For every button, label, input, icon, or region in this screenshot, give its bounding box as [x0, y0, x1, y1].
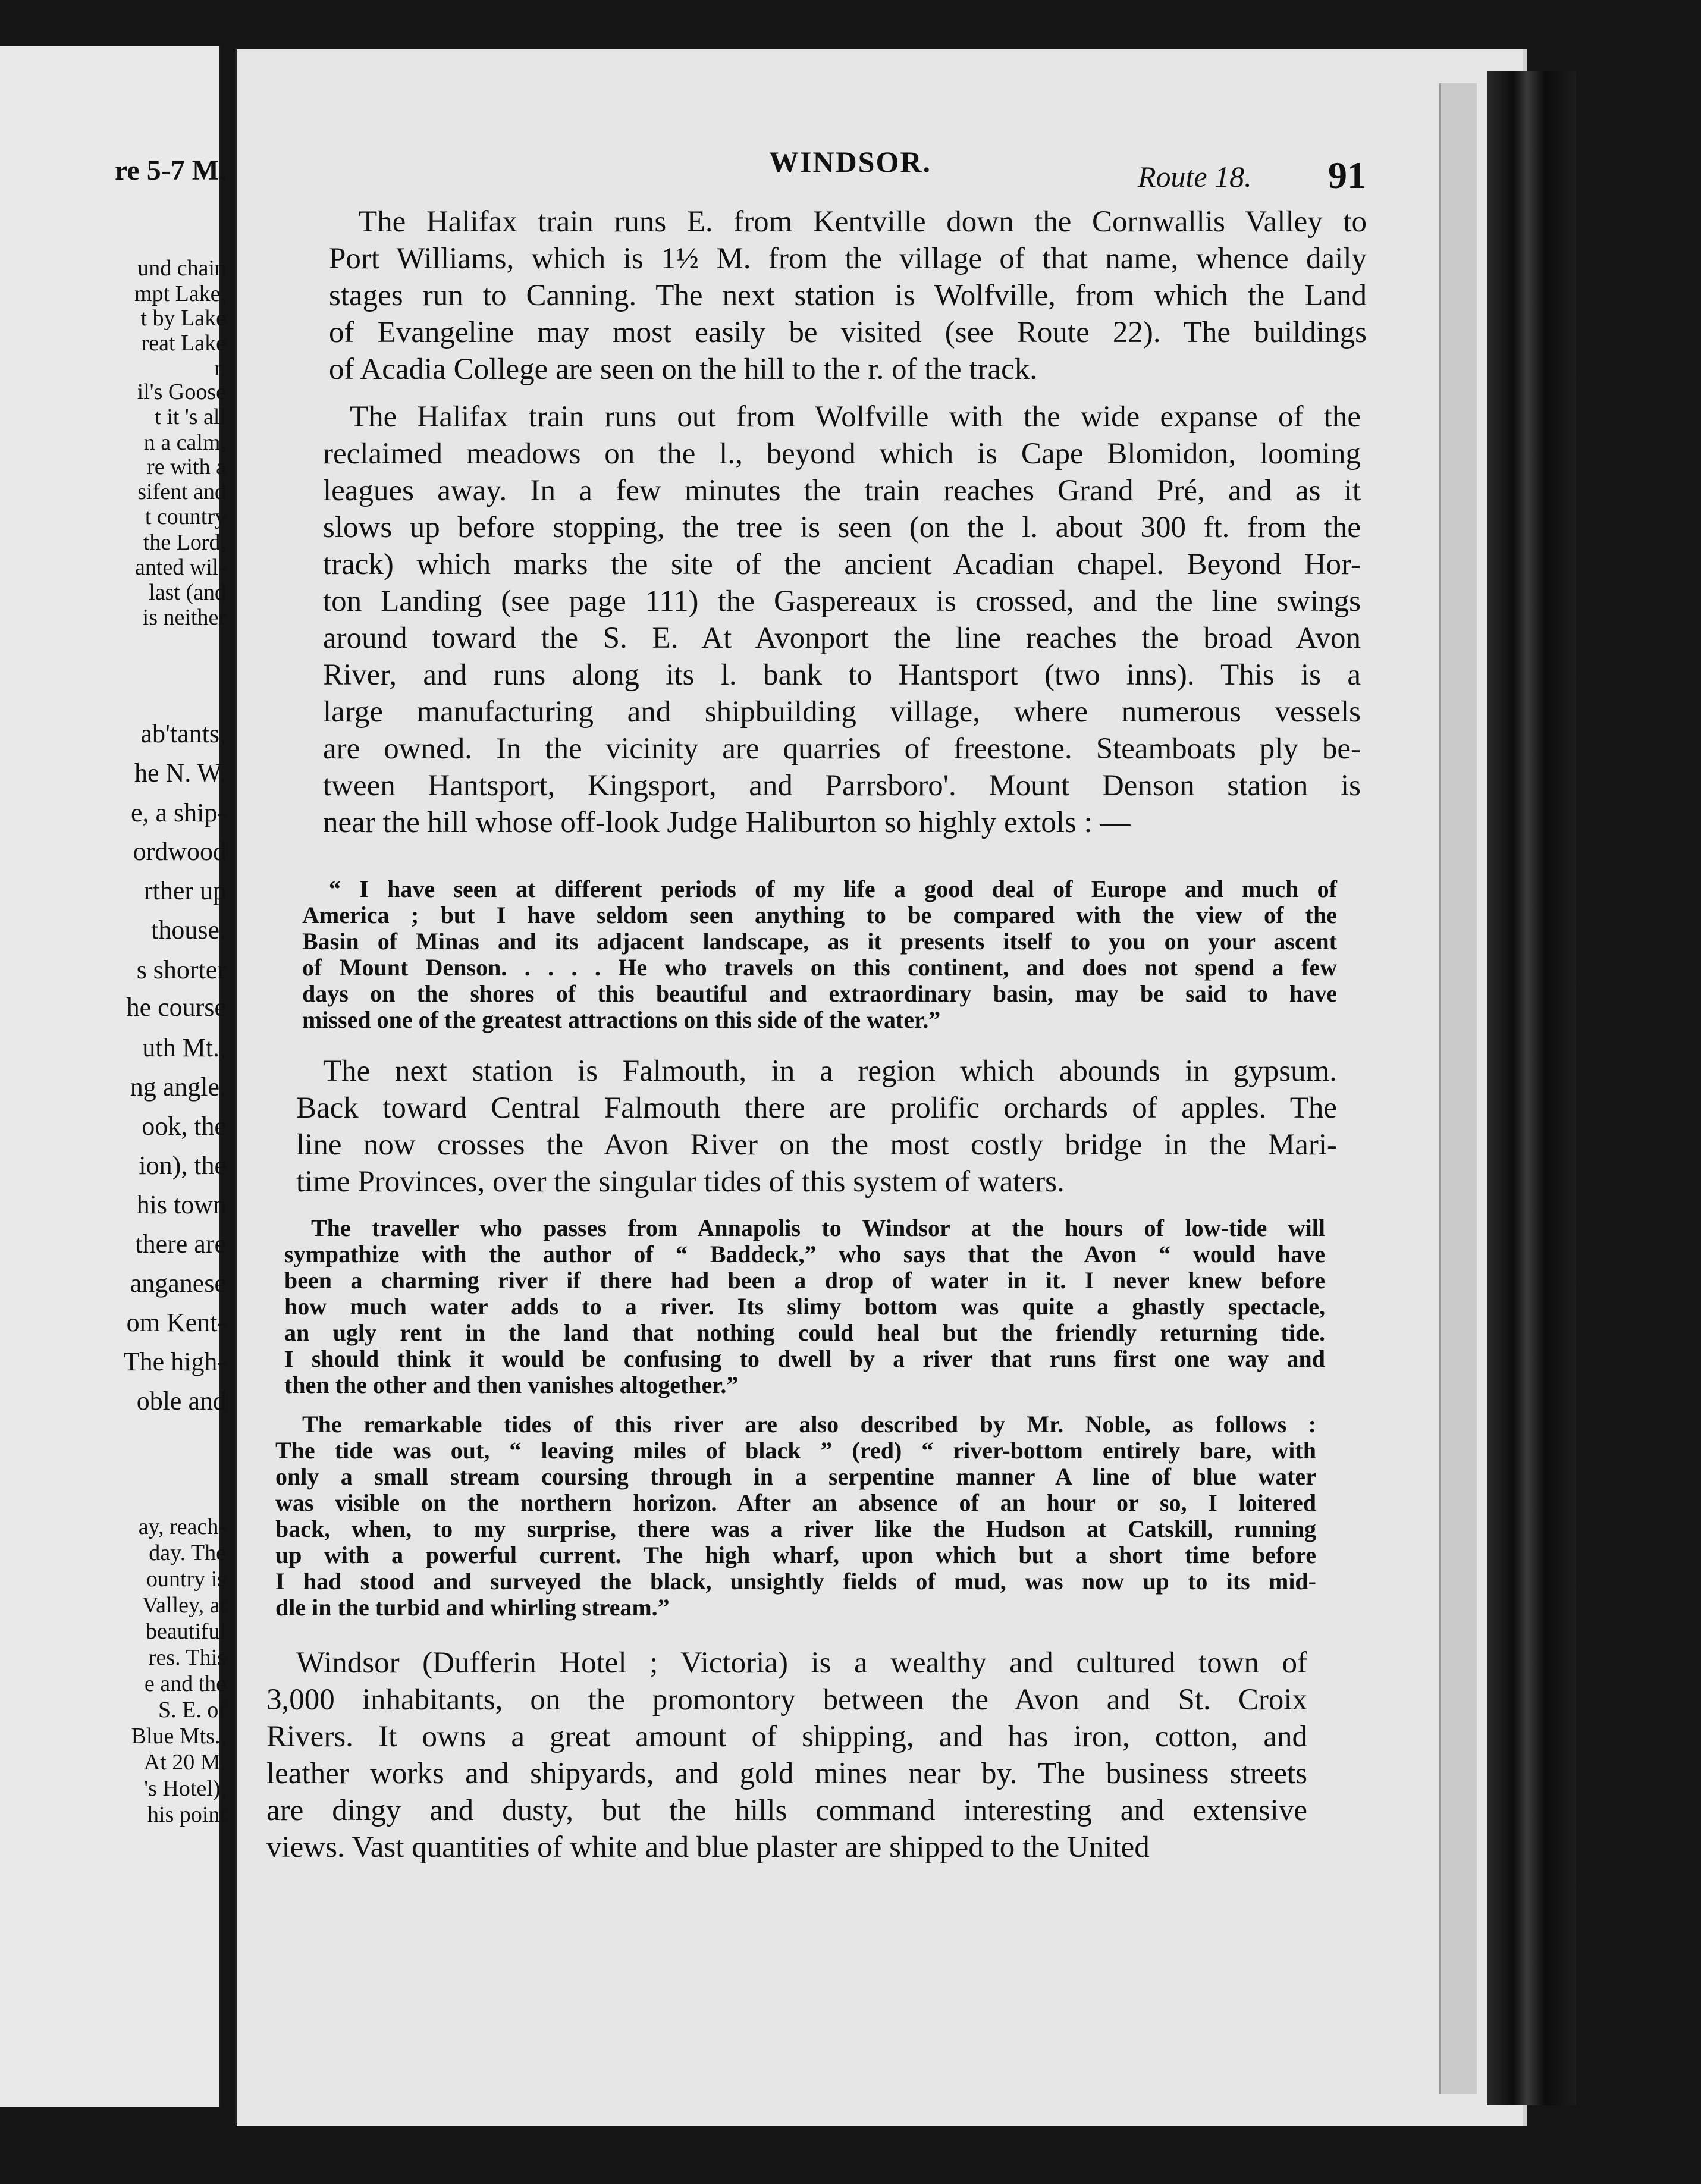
- para2-line: River, and runs along its l. bank to Hantsport (two inns). This is a: [323, 658, 1361, 692]
- para3-line: The next station is Falmouth, in a region which abounds in gypsum.: [323, 1055, 1337, 1088]
- para1-line: of Acadia College are seen on the hill to the r. of the track.: [329, 353, 1038, 386]
- previous-page-line: sifent and: [137, 479, 226, 504]
- para2-line: tween Hantsport, Kingsport, and Parrsboro'. Mount Denson station is: [323, 769, 1361, 802]
- previous-page-line: 's Hotel),: [144, 1776, 226, 1801]
- para2-line: large manufacturing and shipbuilding village, where numerous vessels: [323, 695, 1361, 729]
- previous-page-line: reat Lake: [141, 331, 226, 356]
- page-number: 91: [1328, 154, 1366, 196]
- quote3-line: back, when, to my surprise, there was a river like the Hudson at Catskill, running: [275, 1515, 1316, 1542]
- previous-page-line: Blue Mts.,: [131, 1724, 226, 1749]
- quote1-line: of Mount Denson. . . . . He who travels on this continent, and does not spend a few: [302, 954, 1337, 981]
- para4-line: leather works and shipyards, and gold mines near by. The business streets: [266, 1757, 1307, 1790]
- para2-line: near the hill whose off-look Judge Haliburton so highly extols : —: [323, 806, 1131, 839]
- quote2-line: I should think it would be confusing to dwell by a river that runs first one way and: [284, 1345, 1325, 1372]
- previous-page-line: r.: [214, 356, 226, 381]
- previous-page-line: e and the: [144, 1671, 226, 1696]
- previous-page-line: mpt Lake,: [134, 281, 226, 306]
- previous-page-line: is neither: [142, 605, 226, 630]
- previous-page-line: his town: [136, 1190, 226, 1219]
- quote1-line: America ; but I have seldom seen anything to be compared with the view of the: [302, 902, 1337, 928]
- para2-line: reclaimed meadows on the l., beyond which is Cape Blomidon, looming: [323, 437, 1361, 470]
- page: [235, 49, 1527, 2126]
- previous-page-line: beautiful: [145, 1619, 226, 1644]
- para1-line: The Halifax train runs E. from Kentville down the Cornwallis Valley to: [359, 205, 1367, 239]
- para1-line: stages run to Canning. The next station is Wolfville, from which the Land: [329, 279, 1367, 312]
- para3-line: time Provinces, over the singular tides of this system of waters.: [296, 1165, 1065, 1198]
- previous-page-line: re 5-7 M.: [114, 155, 226, 186]
- para3-line: Back toward Central Falmouth there are prolific orchards of apples. The: [296, 1091, 1337, 1125]
- previous-page-line: ordwood: [133, 837, 226, 866]
- para2-line: slows up before stopping, the tree is seen (on the l. about 300 ft. from the: [323, 511, 1361, 544]
- quote3-line: up with a powerful current. The high wharf, upon which but a short time before: [275, 1542, 1316, 1568]
- previous-page-fragment: [0, 46, 226, 2107]
- previous-page-line: n a calm,: [143, 430, 226, 455]
- previous-page-line: ay, reach-: [138, 1514, 226, 1539]
- previous-page-line: re with a: [147, 454, 226, 479]
- previous-page-line: he N. W.: [134, 758, 226, 787]
- previous-page-line: und chain: [137, 256, 226, 281]
- para4-line: 3,000 inhabitants, on the promontory between the Avon and St. Croix: [266, 1683, 1307, 1717]
- previous-page-line: the Lord,: [143, 530, 226, 555]
- previous-page-line: Valley, at: [142, 1593, 226, 1618]
- quote2-line: The traveller who passes from Annapolis to Windsor at the hours of low-tide will: [311, 1215, 1325, 1241]
- previous-page-line: il's Goose: [137, 379, 226, 404]
- previous-page-line: there are: [135, 1229, 226, 1259]
- previous-page-line: s shorter: [136, 955, 226, 984]
- quote2-line: how much water adds to a river. Its slimy bottom was quite a ghastly spectacle,: [284, 1293, 1325, 1320]
- previous-page-line: The high-: [123, 1347, 226, 1376]
- previous-page-line: rther up: [143, 876, 226, 905]
- para1-line: of Evangeline may most easily be visited (see Route 22). The buildings: [329, 316, 1367, 349]
- previous-page-line: ook, the: [142, 1112, 226, 1141]
- para4-line: are dingy and dusty, but the hills command interesting and extensive: [266, 1794, 1307, 1827]
- quote3-line: The tide was out, “ leaving miles of black ” (red) “ river-bottom entirely bare, with: [275, 1437, 1316, 1464]
- previous-page-line: At 20 M.: [143, 1750, 226, 1775]
- para2-line: around toward the S. E. At Avonport the line reaches the broad Avon: [323, 622, 1361, 655]
- quote3-line: I had stood and surveyed the black, unsightly fields of mud, was now up to its mid-: [275, 1568, 1316, 1595]
- previous-page-line: t it 's all: [155, 404, 226, 429]
- quote2-line: been a charming river if there had been a drop of water in it. I never knew before: [284, 1267, 1325, 1294]
- para2-line: ton Landing (see page 111) the Gaspereaux is crossed, and the line swings: [323, 585, 1361, 618]
- previous-page-line: he course: [126, 993, 226, 1022]
- previous-page-line: om Kent-: [126, 1308, 226, 1337]
- quote3-line: only a small stream coursing through in a serpentine manner A line of blue water: [275, 1463, 1316, 1490]
- para2-line: are owned. In the vicinity are quarries of freestone. Steamboats ply be-: [323, 732, 1361, 765]
- para3-line: line now crosses the Avon River on the most costly bridge in the Mari-: [296, 1128, 1337, 1162]
- main-text: [237, 49, 1527, 2126]
- book-spine-edge: [1487, 71, 1576, 2105]
- previous-page-line: ountry is: [146, 1567, 226, 1592]
- previous-page-line: t country: [145, 504, 226, 529]
- previous-page-line: oble and: [136, 1386, 226, 1416]
- quote2-line: sympathize with the author of “ Baddeck,” who says that the Avon “ would have: [284, 1241, 1325, 1267]
- para4-line: views. Vast quantities of white and blue plaster are shipped to the United: [266, 1831, 1150, 1864]
- quote3-line: dle in the turbid and whirling stream.”: [275, 1594, 670, 1621]
- previous-page-line: uth Mt.,: [142, 1033, 226, 1062]
- route-label: Route 18.: [1138, 160, 1252, 193]
- quote2-line: then the other and then vanishes altogether.”: [284, 1372, 739, 1398]
- para4-line: Rivers. It owns a great amount of shipping, and has iron, cotton, and: [266, 1720, 1307, 1753]
- previous-page-line: ng angle.: [130, 1072, 226, 1102]
- para2-line: The Halifax train runs out from Wolfville with the wide expanse of the: [350, 400, 1361, 434]
- previous-page-line: res. This: [148, 1645, 226, 1670]
- previous-page-line: t by Lake: [140, 306, 226, 331]
- previous-page-line: his point: [147, 1802, 226, 1827]
- previous-page-line: S. E. of: [158, 1697, 226, 1722]
- previous-page-line: thouse.: [151, 915, 226, 944]
- quote1-line: “ I have seen at different periods of my life a good deal of Europe and much of: [329, 876, 1337, 902]
- para2-line: track) which marks the site of the ancient Acadian chapel. Beyond Hor-: [323, 548, 1361, 581]
- quote3-line: The remarkable tides of this river are also described by Mr. Noble, as follows :: [302, 1411, 1316, 1438]
- previous-page-line: e, a ship-: [130, 798, 226, 827]
- previous-page-line: ion), the: [139, 1151, 226, 1180]
- para2-line: leagues away. In a few minutes the train reaches Grand Pré, and as it: [323, 474, 1361, 507]
- quote2-line: an ugly rent in the land that nothing could heal but the friendly returning tide.: [284, 1319, 1325, 1346]
- previous-page-line: last (and: [149, 580, 226, 605]
- previous-page-line: day. The: [149, 1540, 226, 1565]
- quote1-line: days on the shores of this beautiful and extraordinary basin, may be said to have: [302, 980, 1337, 1007]
- previous-page-line: anganese: [130, 1269, 226, 1298]
- quote3-line: was visible on the northern horizon. After an absence of an hour or so, I loitered: [275, 1489, 1316, 1516]
- previous-page-line: anted wil-: [134, 555, 226, 580]
- previous-page-line: ab'tants,: [140, 719, 226, 748]
- quote1-line: missed one of the greatest attractions on this side of the water.”: [302, 1006, 941, 1033]
- running-head: WINDSOR.: [769, 145, 931, 178]
- page-edge: [1439, 83, 1477, 2094]
- para1-line: Port Williams, which is 1½ M. from the village of that name, whence daily: [329, 242, 1367, 275]
- para4-line: Windsor (Dufferin Hotel ; Victoria) is a wealthy and cultured town of: [296, 1646, 1307, 1680]
- quote1-line: Basin of Minas and its adjacent landscape, as it presents itself to you on your ascent: [302, 928, 1337, 955]
